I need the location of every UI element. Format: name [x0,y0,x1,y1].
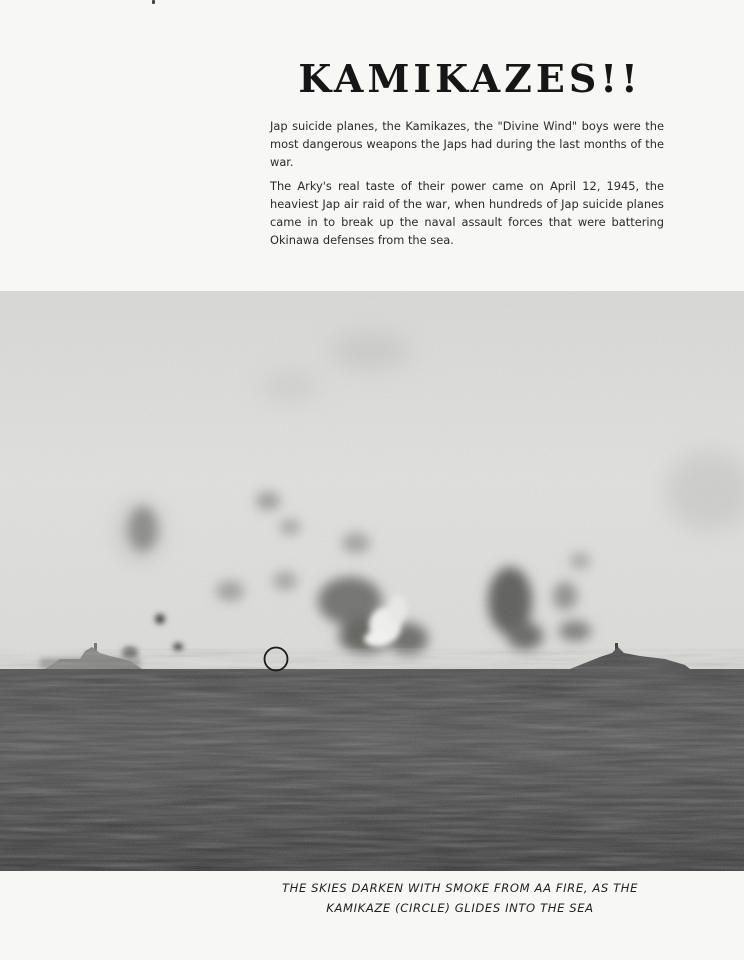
caption-line-1: THE SKIES DARKEN WITH SMOKE FROM AA FIRE, AS THE [281,881,639,895]
print-speck [152,0,155,4]
caption-line-2: KAMIKAZE (CIRCLE) GLIDES INTO THE SEA [326,901,594,915]
page-title: KAMIKAZES!! [298,56,642,101]
battle-photo [0,291,744,871]
intro-paragraph-1: Jap suicide planes, the Kamikazes, the "Divine Wind" boys were the most dangerous weapons the Japs had during the last months of the war. [270,119,664,170]
intro-paragraph-2: The Arky's real taste of their power came on April 12, 1945, the heaviest Jap air raid of the war, when hundreds of Jap suicide planes came in to break up the naval assault forces that were battering Okinawa defenses from the sea. [270,178,664,248]
intro-text [270,117,664,254]
photo-caption [180,878,740,918]
